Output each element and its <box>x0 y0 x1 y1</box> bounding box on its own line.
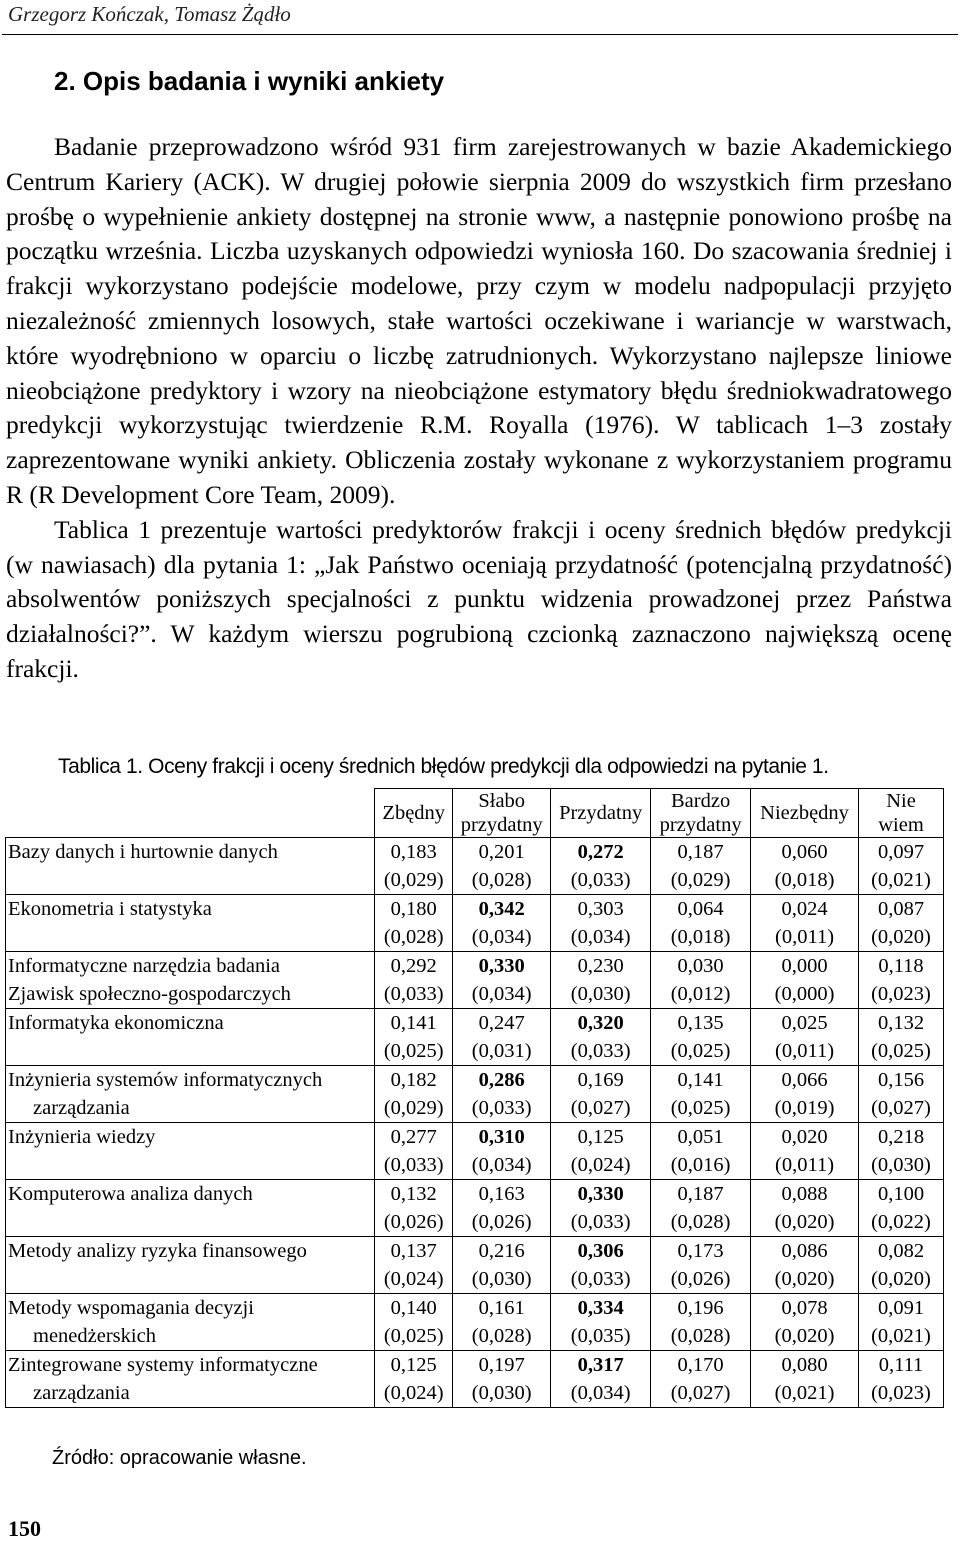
column-header <box>551 789 651 838</box>
fraction-estimate: 0,156 <box>877 1069 925 1091</box>
row-label-line: Zintegrowane systemy informatyczne <box>8 1354 318 1376</box>
prediction-error: (0,034) <box>471 983 532 1005</box>
table-cell <box>651 1351 751 1408</box>
fraction-estimate: 0,187 <box>677 841 724 863</box>
table-cell <box>375 1123 453 1180</box>
table-cell <box>453 1123 551 1180</box>
prediction-error: (0,035) <box>570 1325 631 1347</box>
results-table <box>5 788 944 1408</box>
fraction-estimate: 0,030 <box>677 955 724 977</box>
fraction-estimate: 0,118 <box>878 955 924 977</box>
row-label <box>6 895 375 952</box>
table-cell <box>375 1009 453 1066</box>
column-header-label: przydatny <box>460 814 543 836</box>
prediction-error: (0,033) <box>570 1268 631 1290</box>
table-cell <box>453 1237 551 1294</box>
fraction-estimate: 0,342 <box>478 898 525 920</box>
table-row <box>6 1123 944 1180</box>
column-header <box>375 789 453 838</box>
table-cell <box>859 895 944 952</box>
table-cell <box>453 1294 551 1351</box>
table-row <box>6 1294 944 1351</box>
fraction-estimate: 0,277 <box>390 1126 437 1148</box>
fraction-estimate: 0,197 <box>478 1354 525 1376</box>
column-header-label: Zbędny <box>382 802 446 824</box>
fraction-estimate: 0,201 <box>478 841 525 863</box>
row-label <box>6 1351 375 1408</box>
prediction-error: (0,023) <box>871 983 931 1005</box>
fraction-estimate: 0,292 <box>390 955 437 977</box>
column-header-label: przydatny <box>659 814 742 836</box>
prediction-error: (0,012) <box>670 983 731 1005</box>
fraction-estimate: 0,317 <box>577 1354 624 1376</box>
prediction-error: (0,020) <box>774 1268 835 1290</box>
prediction-error: (0,026) <box>383 1211 444 1233</box>
table-cell <box>859 952 944 1009</box>
table-row <box>6 1180 944 1237</box>
prediction-error: (0,020) <box>774 1211 835 1233</box>
prediction-error: (0,034) <box>570 926 631 948</box>
table-cell <box>375 952 453 1009</box>
table-cell <box>751 895 859 952</box>
prediction-error: (0,000) <box>774 983 835 1005</box>
fraction-estimate: 0,230 <box>577 955 624 977</box>
row-label-line <box>8 1208 372 1236</box>
row-label-line: menedżerskich <box>33 1325 156 1347</box>
table-cell <box>859 1066 944 1123</box>
prediction-error: (0,024) <box>570 1154 631 1176</box>
row-label <box>6 1066 375 1123</box>
table-cell <box>453 952 551 1009</box>
fraction-estimate: 0,187 <box>677 1183 724 1205</box>
table-cell <box>375 1237 453 1294</box>
prediction-error: (0,033) <box>471 1097 532 1119</box>
table-cell <box>751 1066 859 1123</box>
row-label-line: zarządzania <box>33 1097 130 1119</box>
table-cell <box>651 895 751 952</box>
table-cell <box>859 1123 944 1180</box>
row-label <box>6 1123 375 1180</box>
table-cell <box>751 838 859 895</box>
table-cell <box>375 838 453 895</box>
fraction-estimate: 0,169 <box>577 1069 624 1091</box>
running-header: Grzegorz Kończak, Tomasz Żądło <box>8 2 291 26</box>
column-header-label: Przydatny <box>559 802 643 824</box>
fraction-estimate: 0,141 <box>390 1012 437 1034</box>
table-cell <box>453 1351 551 1408</box>
fraction-estimate: 0,141 <box>677 1069 724 1091</box>
fraction-estimate: 0,125 <box>390 1354 437 1376</box>
table-row <box>6 952 944 1009</box>
prediction-error: (0,027) <box>670 1382 731 1404</box>
row-label-line: Komputerowa analiza danych <box>8 1183 253 1205</box>
fraction-estimate: 0,025 <box>781 1012 828 1034</box>
row-label <box>6 952 375 1009</box>
prediction-error: (0,027) <box>871 1097 931 1119</box>
table-caption: Tablica 1. Oceny frakcji i oceny średnich błędów predykcji dla odpowiedzi na pytanie 1. <box>58 755 829 778</box>
fraction-estimate: 0,330 <box>478 955 525 977</box>
table-cell <box>551 1123 651 1180</box>
fraction-estimate: 0,286 <box>478 1069 525 1091</box>
table-cell <box>751 1180 859 1237</box>
fraction-estimate: 0,330 <box>577 1183 624 1205</box>
fraction-estimate: 0,066 <box>781 1069 828 1091</box>
table-cell <box>551 952 651 1009</box>
fraction-estimate: 0,182 <box>390 1069 437 1091</box>
column-header <box>453 789 551 838</box>
fraction-estimate: 0,320 <box>577 1012 624 1034</box>
fraction-estimate: 0,125 <box>577 1126 624 1148</box>
paragraph-1: Badanie przeprowadzono wśród 931 firm zarejestrowanych w bazie Akademickiego Centrum Kariery (ACK). W drugiej połowie sierpnia 2009 do wszystkich firm przesłano prośbę o wypełnienie ankiety dostępnej na stronie www, a następnie ponowiono prośbę na początku września. Liczba uzyskanych odpowiedzi wyniosła 160. Do szacowania średniej i frakcji wykorzystano podejście modelowe, przy czym w modelu nadpopulacji przyjęto niezależność zmiennych losowych, stałe wartości oczekiwane i wariancje w warstwach, które wyodrębniono w oparciu o liczbę zatrudnionych. Wykorzystano najlepsze liniowe nieobciążone predyktory i wzory na nieobciążone estymatory błędu średniokwadratowego predykcji wykorzystując twierdzenie R.M. Royalla (1976). W tablicach 1–3 zostały zaprezentowane wyniki ankiety. Obliczenia zostały wykonane z wykorzystaniem programu R (R Development Core Team, 2009). <box>6 132 952 509</box>
fraction-estimate: 0,087 <box>877 898 925 920</box>
table-cell <box>375 1294 453 1351</box>
table-cell <box>453 838 551 895</box>
prediction-error: (0,028) <box>383 926 444 948</box>
table-row <box>6 895 944 952</box>
table-header-row <box>6 789 944 838</box>
fraction-estimate: 0,080 <box>781 1354 828 1376</box>
prediction-error: (0,024) <box>383 1382 444 1404</box>
fraction-estimate: 0,247 <box>478 1012 525 1034</box>
fraction-estimate: 0,303 <box>577 898 624 920</box>
table-cell <box>551 1066 651 1123</box>
fraction-estimate: 0,088 <box>781 1183 828 1205</box>
row-label-line <box>8 866 372 894</box>
column-header <box>751 789 859 838</box>
fraction-estimate: 0,100 <box>877 1183 925 1205</box>
row-label-line <box>8 1151 372 1179</box>
row-label-line: Informatyka ekonomiczna <box>8 1012 224 1034</box>
paragraph-2: Tablica 1 prezentuje wartości predyktorów frakcji i oceny średnich błędów predykcji (w nawiasach) dla pytania 1: „Jak Państwo oceniają przydatność (potencjalną przydatność) absolwentów poniższych specjalności z punktu widzenia prowadzonej przez Państwa działalności?”. W każdym wierszu pogrubioną czcionką zaznaczono największą ocenę frakcji. <box>6 514 952 683</box>
table-cell <box>651 1180 751 1237</box>
table-cell <box>551 895 651 952</box>
prediction-error: (0,022) <box>871 1211 931 1233</box>
table-cell <box>651 1237 751 1294</box>
table-cell <box>651 1294 751 1351</box>
table-cell <box>453 1180 551 1237</box>
header-corner <box>6 789 375 838</box>
prediction-error: (0,016) <box>670 1154 731 1176</box>
fraction-estimate: 0,086 <box>781 1240 828 1262</box>
table-cell <box>375 1180 453 1237</box>
fraction-estimate: 0,132 <box>877 1012 925 1034</box>
row-label <box>6 1237 375 1294</box>
fraction-estimate: 0,111 <box>878 1354 924 1376</box>
prediction-error: (0,028) <box>670 1325 731 1347</box>
prediction-error: (0,034) <box>471 926 532 948</box>
table-cell <box>551 1351 651 1408</box>
row-label-line <box>8 923 372 951</box>
prediction-error: (0,033) <box>570 869 631 891</box>
prediction-error: (0,027) <box>570 1097 631 1119</box>
fraction-estimate: 0,097 <box>877 841 925 863</box>
prediction-error: (0,018) <box>670 926 731 948</box>
prediction-error: (0,025) <box>670 1097 731 1119</box>
fraction-estimate: 0,064 <box>677 898 724 920</box>
table-cell <box>859 1351 944 1408</box>
table-row <box>6 838 944 895</box>
row-label <box>6 1009 375 1066</box>
row-label-line: Informatyczne narzędzia badania <box>8 955 281 977</box>
prediction-error: (0,028) <box>471 869 532 891</box>
column-header <box>651 789 751 838</box>
prediction-error: (0,011) <box>775 926 835 948</box>
section-title: 2. Opis badania i wyniki ankiety <box>54 66 445 96</box>
table-source: Źródło: opracowanie własne. <box>52 1447 307 1469</box>
table-cell <box>859 838 944 895</box>
table-cell <box>651 952 751 1009</box>
prediction-error: (0,030) <box>871 1154 931 1176</box>
prediction-error: (0,033) <box>383 983 444 1005</box>
prediction-error: (0,034) <box>570 1382 631 1404</box>
table-cell <box>453 895 551 952</box>
fraction-estimate: 0,051 <box>677 1126 724 1148</box>
table-cell <box>551 1009 651 1066</box>
prediction-error: (0,025) <box>383 1040 444 1062</box>
fraction-estimate: 0,082 <box>877 1240 925 1262</box>
prediction-error: (0,020) <box>774 1325 835 1347</box>
prediction-error: (0,026) <box>670 1268 731 1290</box>
table-cell <box>859 1180 944 1237</box>
prediction-error: (0,020) <box>871 1268 931 1290</box>
prediction-error: (0,029) <box>383 1097 444 1119</box>
fraction-estimate: 0,173 <box>677 1240 724 1262</box>
page-number: 150 <box>8 1516 41 1541</box>
prediction-error: (0,030) <box>570 983 631 1005</box>
prediction-error: (0,011) <box>775 1040 835 1062</box>
fraction-estimate: 0,183 <box>390 841 437 863</box>
row-label-line: Zjawisk społeczno-gospodarczych <box>8 983 291 1005</box>
table-cell <box>551 838 651 895</box>
fraction-estimate: 0,306 <box>577 1240 624 1262</box>
fraction-estimate: 0,180 <box>390 898 437 920</box>
row-label-line: zarządzania <box>33 1382 130 1404</box>
fraction-estimate: 0,196 <box>677 1297 724 1319</box>
table-cell <box>859 1294 944 1351</box>
table-cell <box>651 1123 751 1180</box>
fraction-estimate: 0,135 <box>677 1012 724 1034</box>
prediction-error: (0,028) <box>471 1325 532 1347</box>
row-label-line: Ekonometria i statystyka <box>8 898 212 920</box>
prediction-error: (0,025) <box>670 1040 731 1062</box>
table-cell <box>375 895 453 952</box>
table-cell <box>651 1009 751 1066</box>
fraction-estimate: 0,140 <box>390 1297 437 1319</box>
column-header-label: Słabo <box>478 790 526 812</box>
table-cell <box>551 1180 651 1237</box>
prediction-error: (0,021) <box>774 1382 835 1404</box>
prediction-error: (0,024) <box>383 1268 444 1290</box>
fraction-estimate: 0,272 <box>577 841 624 863</box>
fraction-estimate: 0,218 <box>877 1126 925 1148</box>
prediction-error: (0,030) <box>471 1268 532 1290</box>
prediction-error: (0,019) <box>774 1097 835 1119</box>
table-cell <box>751 1351 859 1408</box>
fraction-estimate: 0,310 <box>478 1126 525 1148</box>
table-cell <box>651 838 751 895</box>
table-row <box>6 1351 944 1408</box>
fraction-estimate: 0,163 <box>478 1183 525 1205</box>
table-cell <box>859 1237 944 1294</box>
row-label <box>6 1180 375 1237</box>
table-row <box>6 1009 944 1066</box>
row-label-line: Inżynieria systemów informatycznych <box>8 1069 323 1091</box>
fraction-estimate: 0,132 <box>390 1183 437 1205</box>
prediction-error: (0,030) <box>471 1382 532 1404</box>
table-row <box>6 1066 944 1123</box>
prediction-error: (0,025) <box>871 1040 931 1062</box>
row-label-line: Inżynieria wiedzy <box>8 1126 156 1148</box>
table-cell <box>453 1066 551 1123</box>
fraction-estimate: 0,060 <box>781 841 828 863</box>
prediction-error: (0,025) <box>383 1325 444 1347</box>
prediction-error: (0,029) <box>670 869 731 891</box>
table-row <box>6 1237 944 1294</box>
prediction-error: (0,034) <box>471 1154 532 1176</box>
table-cell <box>751 1294 859 1351</box>
row-label-line: Metody analizy ryzyka finansowego <box>8 1240 307 1262</box>
table-cell <box>453 1009 551 1066</box>
fraction-estimate: 0,334 <box>577 1297 624 1319</box>
row-label <box>6 1294 375 1351</box>
column-header <box>859 789 944 838</box>
prediction-error: (0,023) <box>871 1382 931 1404</box>
prediction-error: (0,033) <box>570 1211 631 1233</box>
row-label-line <box>8 1037 372 1065</box>
prediction-error: (0,021) <box>871 1325 931 1347</box>
prediction-error: (0,021) <box>871 869 931 891</box>
fraction-estimate: 0,078 <box>781 1297 828 1319</box>
prediction-error: (0,031) <box>471 1040 532 1062</box>
table-cell <box>751 1009 859 1066</box>
prediction-error: (0,018) <box>774 869 835 891</box>
table-cell <box>551 1237 651 1294</box>
fraction-estimate: 0,161 <box>478 1297 525 1319</box>
prediction-error: (0,033) <box>383 1154 444 1176</box>
fraction-estimate: 0,020 <box>781 1126 828 1148</box>
table-cell <box>751 1123 859 1180</box>
table-cell <box>651 1066 751 1123</box>
table-cell <box>859 1009 944 1066</box>
row-label-line <box>8 1265 372 1293</box>
prediction-error: (0,029) <box>383 869 444 891</box>
table-cell <box>751 952 859 1009</box>
prediction-error: (0,026) <box>471 1211 532 1233</box>
table-cell <box>751 1237 859 1294</box>
prediction-error: (0,033) <box>570 1040 631 1062</box>
header-rule <box>2 34 958 35</box>
table-cell <box>551 1294 651 1351</box>
column-header-label: Nie wiem <box>878 790 924 836</box>
prediction-error: (0,028) <box>670 1211 731 1233</box>
prediction-error: (0,020) <box>871 926 931 948</box>
fraction-estimate: 0,024 <box>781 898 828 920</box>
fraction-estimate: 0,170 <box>677 1354 724 1376</box>
row-label-line: Bazy danych i hurtownie danych <box>8 841 278 863</box>
row-label <box>6 838 375 895</box>
column-header-label: Niezbędny <box>760 802 849 824</box>
prediction-error: (0,011) <box>775 1154 835 1176</box>
column-header-label: Bardzo <box>671 790 731 812</box>
fraction-estimate: 0,216 <box>478 1240 525 1262</box>
body-text <box>6 130 952 687</box>
fraction-estimate: 0,137 <box>390 1240 437 1262</box>
table-cell <box>375 1066 453 1123</box>
table-cell <box>375 1351 453 1408</box>
fraction-estimate: 0,091 <box>877 1297 925 1319</box>
row-label-line: Metody wspomagania decyzji <box>8 1297 254 1319</box>
fraction-estimate: 0,000 <box>781 955 828 977</box>
